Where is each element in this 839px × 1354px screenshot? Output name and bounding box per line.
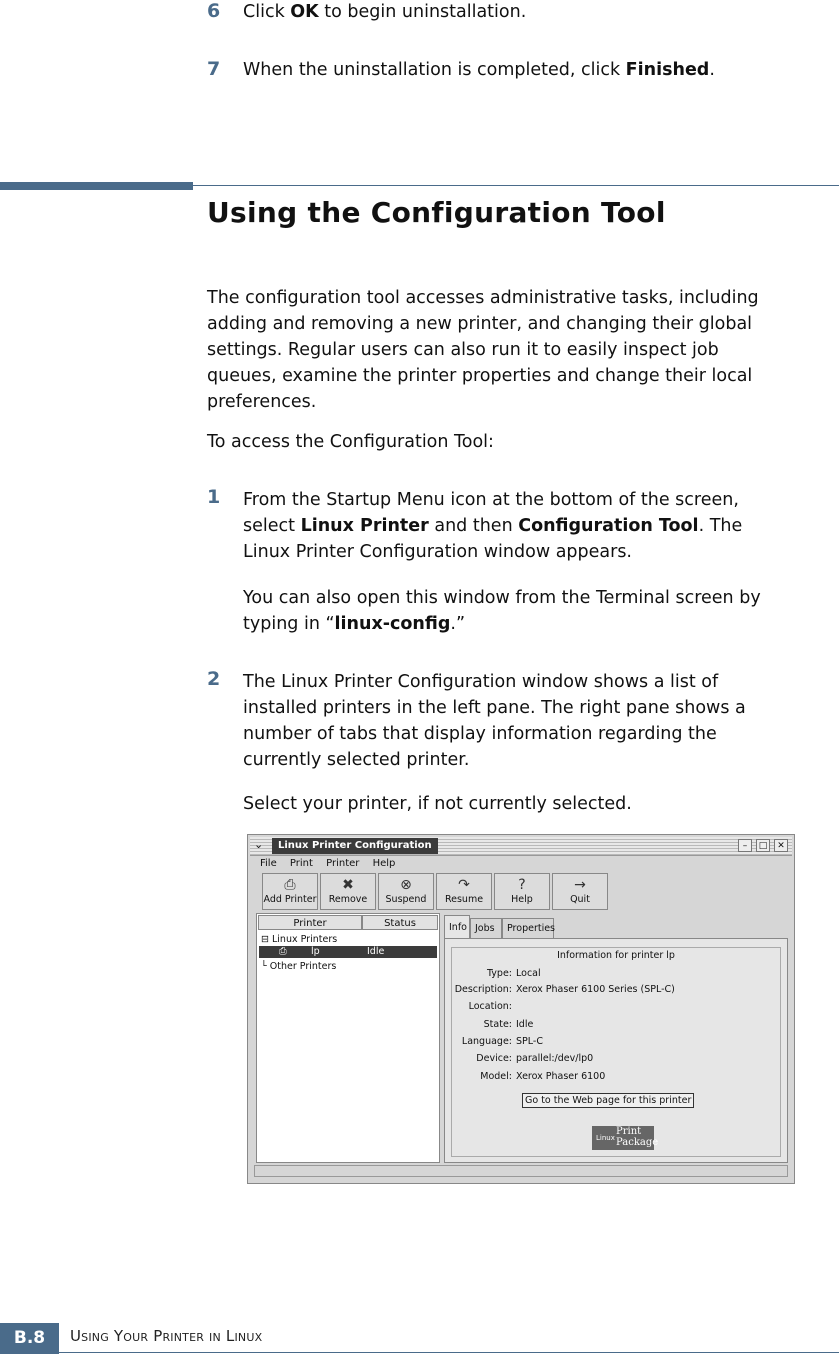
resume-icon: ↷ — [458, 877, 470, 893]
step-number: 6 — [207, 0, 221, 22]
printer-list-pane — [256, 913, 440, 1163]
printer-row-selected[interactable]: ⎙ lp Idle — [259, 946, 437, 958]
resume-button[interactable]: ↷ Resume — [436, 873, 492, 910]
print-package-logo: Linux Print Package — [592, 1126, 654, 1150]
window-titlebar[interactable] — [250, 837, 792, 856]
window-title: Linux Printer Configuration — [272, 838, 438, 854]
info-title: Information for printer lp — [557, 950, 675, 961]
web-page-button[interactable]: Go to the Web page for this printer — [522, 1093, 694, 1108]
add-printer-icon: ⎙ — [284, 877, 296, 893]
section-rule-accent — [0, 182, 193, 190]
suspend-button[interactable]: ⊗ Suspend — [378, 873, 434, 910]
intro-paragraph: The configuration tool accesses administrative tasks, including adding and removing a new printer, and changing their global settings. Regular users can also run it to easily inspect job queues, examine the printer properties and change their local preferences. — [207, 288, 759, 412]
info-panel — [444, 938, 788, 1163]
step-number: 1 — [207, 486, 221, 508]
printer-config-window — [247, 834, 795, 1184]
menu-file[interactable]: File — [260, 858, 277, 869]
add-printer-button[interactable]: ⎙ Add Printer — [262, 873, 318, 910]
close-icon[interactable]: ✕ — [774, 839, 788, 852]
section-title: Using the Configuration Tool — [207, 196, 666, 229]
column-status[interactable]: Status — [362, 915, 438, 930]
tree-expander-icon[interactable]: ⊟ — [261, 934, 269, 945]
minimize-icon[interactable]: – — [738, 839, 752, 852]
tab-properties[interactable]: Properties — [502, 918, 554, 938]
step-text: When the uninstallation is completed, click Finished. — [243, 60, 715, 80]
step-number: 7 — [207, 58, 221, 80]
step-number: 2 — [207, 668, 221, 690]
menu-bar — [250, 856, 792, 872]
tree-linux-printers[interactable]: ⊟ Linux Printers — [261, 934, 338, 945]
step-1-text: From the Startup Menu icon at the bottom of the screen, select Linux Printer and then Configuration Tool. The Linux Printer Configuration window appears. — [243, 490, 743, 562]
quit-icon: → — [574, 877, 586, 893]
tab-info[interactable]: Info — [444, 915, 470, 939]
column-printer[interactable]: Printer — [258, 915, 362, 930]
step-1-note: You can also open this window from the Terminal screen by typing in “linux-config.” — [243, 588, 761, 634]
trash-icon: ✖ — [342, 877, 354, 893]
help-button[interactable]: ? Help — [494, 873, 550, 910]
tree-other-printers[interactable]: └ Other Printers — [261, 961, 337, 972]
menu-printer[interactable]: Printer — [326, 858, 360, 869]
section-rule — [193, 185, 839, 186]
page-number-badge: B.8 — [0, 1323, 59, 1354]
suspend-icon: ⊗ — [400, 877, 412, 893]
menu-print[interactable]: Print — [289, 858, 313, 869]
help-icon: ? — [518, 877, 526, 893]
menu-help[interactable]: Help — [372, 858, 396, 869]
window-menu-icon[interactable]: ⌄ — [254, 838, 264, 851]
status-bar — [254, 1165, 788, 1177]
step-text: Click OK to begin uninstallation. — [243, 2, 527, 22]
step-2-note: Select your printer, if not currently selected. — [243, 794, 632, 814]
footer-rule — [59, 1352, 839, 1353]
printer-icon: ⎙ — [279, 946, 287, 957]
remove-button[interactable]: ✖ Remove — [320, 873, 376, 910]
maximize-icon[interactable]: □ — [756, 839, 770, 852]
footer-chapter-title: Using Your Printer in Linux — [70, 1327, 263, 1345]
quit-button[interactable]: → Quit — [552, 873, 608, 910]
printer-detail-pane — [444, 915, 790, 1163]
info-frame: Information for printer lp Type: Local Description: Xerox Phaser 6100 Series (SPL-C) Location: State: Idle Language: SPL-C Device: parallel:/dev/lp0 Model: Xerox Phaser 6100 Go to the Web page for this printer Linux Print Package — [451, 947, 781, 1157]
step-2-text: The Linux Printer Configuration window shows a list of installed printers in the left pane. The right pane shows a number of tabs that display information regarding the currently selected printer. — [243, 672, 746, 770]
access-line: To access the Configuration Tool: — [207, 432, 494, 452]
tab-jobs[interactable]: Jobs — [470, 918, 502, 938]
